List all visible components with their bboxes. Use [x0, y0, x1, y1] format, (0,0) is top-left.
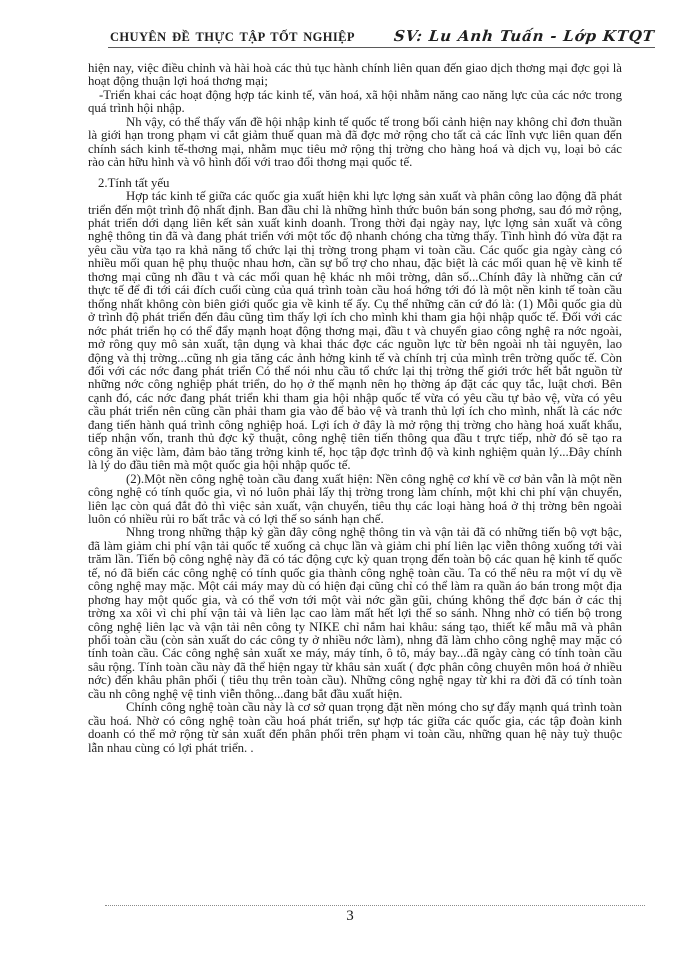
page-header	[110, 27, 655, 45]
paragraph: Chính công nghệ toàn cầu này là cơ sở quan trọng đặt nền móng cho sự đẩy mạnh quá trình toàn cầu hoá. Nhờ có công nghệ toàn cầu hoá phát triển, sự hợp tác giữa các quốc gia, các tập đoàn kinh doanh có thể mở rộng từ sản xuất đến phân phối trên phạm vi toàn cầu, những quan hệ này tuỳ thuộc lẫn nhau cùng có lợi phát triển. .	[88, 700, 622, 755]
paragraph: (2).Một nền công nghệ toàn cầu đang xuất hiện: Nền công nghệ cơ khí về cơ bản vẫn là một nền công nghệ có tính quốc gia, vì nó luôn phải lấy thị trờng trong làm chính, một khi chi phí vận chuyển, liên lạc còn quá đắt đỏ thì việc sản xuất, vận chuyển, tiêu thụ các loại hàng hoá ở thị trờng bên ngoài luôn có nhiều rủi ro bất trắc và có lợi thế so sánh hạn chế.	[88, 471, 622, 526]
footer-rule	[105, 905, 645, 906]
paragraph: Nhng trong những thập kỷ gần đây công nghệ thông tin và vận tải đã có những tiến bộ vợt bậc, đã làm giảm chi phí vận tải quốc tế xuống cả chục lần và giảm chi phí liên lạc viễn thông xuống tới vài trăm lần. Tiến bộ công nghệ này đã có tác động cực kỳ quan trọng đến toàn bộ các quan hệ kinh tế quốc tế, nó đã biến các công nghệ có tính quốc gia thành công nghệ toàn cầu. Ta có thể nêu ra một ví dụ về công nghệ may mặc. Một cái máy may dù có hiện đại cũng chỉ có thể làm ra quần áo bán trong một địa phơng hay một quốc gia, và có thể vơn tới một vài nớc gần gũi, chúng không thể đợc bán ở các thị trờng xa xôi vì chi phí vận tải và liên lạc cao làm mất hết lợi thế so sánh. Nhng nhờ có tiến bộ trong công nghệ liên lạc và vận tải nên công ty NIKE chỉ nắm hai khâu: sáng tạo, thiết kế mẫu mã và phân phối toàn cầu (còn sản xuất do các công ty ở nhiều nớc làm), nhng đã làm chho công nghệ may mặc có tính toàn cầu. Các công nghệ sản xuất xe máy, máy tính, ô tô, máy bay...đã ngày càng có tính toàn cầu sâu rộng. Tính toàn cầu này đã thể hiện ngay từ khâu sản xuất ( đợc phân công chuyên môn hoá ở nhiều nớc) đến khâu phân phối ( tiêu thụ trên toàn cầu). Những công nghệ ngay từ khi ra đời đã có tính toàn cầu nh công nghệ vệ tinh viễn thông...đang bắt đầu xuất hiện.	[88, 525, 622, 701]
paragraph: Nh vậy, có thể thấy vấn đề hội nhập kinh tế quốc tế trong bối cảnh hiện nay không chỉ đơn thuần là giới hạn trong phạm vi cắt giảm thuế quan mà đã đợc mở rộng cho tất cả các lĩnh vực liên quan đến chính sách kinh tế-thơng mại, nhằm mục tiêu mở rộng thị trờng cho hàng hoá và dịch vụ, loại bỏ các rào cản hữu hình và vô hình đối với trao đổi thơng mại quốc tế.	[88, 114, 622, 170]
header-title: CHUYÊN ĐỀ THỰC TẬP TỐT NGHIỆP	[110, 30, 355, 44]
header-signature: SV: Lu Anh Tuấn - Lớp KTQT	[393, 27, 656, 45]
header-rule	[108, 47, 655, 48]
document-body	[88, 62, 622, 892]
paragraph: Hợp tác kinh tế giữa các quốc gia xuất hiện khi lực lợng sản xuất và phân công lao động đã phát triển đến một trình độ nhất định. Ban đầu chỉ là những hình thức buôn bán song phơng, sau đó mở rộng, phát triển dới dạng liên kết sản xuất kinh doanh. Trong thời đại ngày nay, lực lợng sản xuất và công nghệ thông tin đã và đang phát triển với một tốc độ nhanh chóng cha từng thấy. Tình hình đó vừa đặt ra yêu cầu vừa tạo ra khả năng tổ chức lại thị trờng trong phạm vi toàn cầu. Các quốc gia ngày càng có nhiều mối quan hệ phụ thuộc nhau hơn, cần sự bổ trợ cho nhau, đặc biệt là các mối quan hệ về kinh tế thơng mại cũng nh đầu t và các mối quan hệ khác nh môi trờng, dân số...Chính đây là những căn cứ thực tế để đi tới cái đích cuối cùng của quá trình toàn cầu hoá hớng tới đó là một nền kinh tế toàn cầu thống nhất không còn biên giới quốc gia về kinh tế ấy. Cụ thể những căn cứ đó là: (1) Mỗi quốc gia dù ở trình độ phát triển đến đâu cũng tìm thấy lợi ích cho mình khi tham gia hội nhập quốc tế. Đối với các nớc phát triển họ có thể đẩy mạnh hoạt động thơng mại, đầu t và chuyển giao công nghệ ra nớc ngoài, mở rông quy mô sản xuất, tận dụng và khai thác đợc các nguồn lực từ bên ngoài nh tài nguyên, lao động và thị trờng...cũng nh gia tăng các ảnh hởng kinh tế và chính trị của mình trên trờng quốc tế. Còn đối với các nớc đang phát triển Có thể nói nhu cầu tổ chức lại thị trờng thế giới trớc hết bắt nguồn từ những nớc công nghiệp phát triển, do họ ở thế mạnh nên họ thờng áp đặt các quy tắc, luật chơi. Bên cạnh đó, các nớc đang phát triển khi tham gia hội nhập quốc tế vừa có yêu cầu tự bảo vệ, vừa có yêu cầu phát triển nên cũng cần phải tham gia vào để bảo vệ và tranh thủ lợi ích cho mình, nhất là các nớc đang tiến hành quá trình công nghiệp hoá. Lợi ích ở đây là mở rộng thị trờng cho hàng hoá xuất khẩu, tiếp nhận vốn, tranh thủ đợc kỹ thuật, công nghệ tiên tiến thông qua đầu t trực tiếp, nhờ đó sẽ tạo ra công ăn việc làm, đảm bảo tăng trởng kinh tế, học tập đợc trình độ và kinh nghiệm quản lý...Đây chính là lý do đầu tiên mà một quốc gia hội nhập quốc tế.	[88, 189, 622, 473]
paragraph-continued: hiện nay, việc điều chỉnh và hài hoà các thủ tục hành chính liên quan đến giao dịch thơng mại đợc gọi là hoạt động thuận lợi hoá thơng mại;	[88, 62, 622, 89]
paragraph-dash-item: -Triển khai các hoạt động hợp tác kinh tế, văn hoá, xã hội nhằm năng cao năng lực của các nớc trong quá trình hội nhập.	[88, 87, 622, 116]
page-number: 3	[346, 908, 354, 924]
section-heading: 2.Tính tất yếu	[98, 175, 170, 190]
